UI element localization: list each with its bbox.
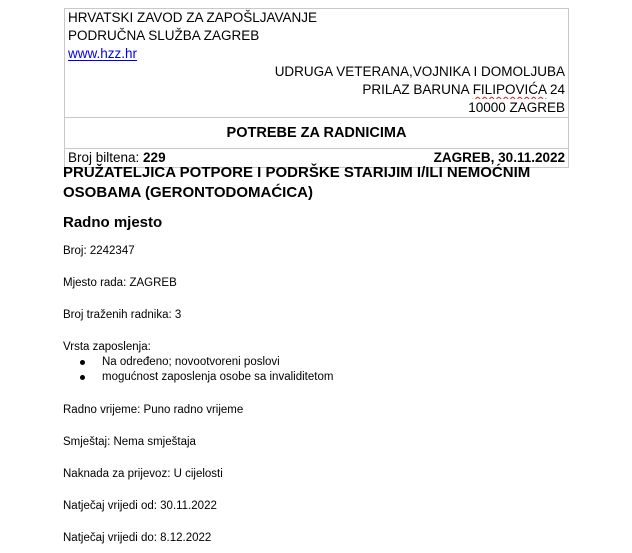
list-item: mogućnost zaposlenja osobe sa invaliditetom [63, 370, 333, 385]
place-date: ZAGREB, 30.11.2022 [433, 150, 565, 165]
workers-needed: Broj traženih radnika: 3 [63, 309, 182, 321]
bulletin-number: 229 [143, 150, 166, 165]
office-name: PODRUČNA SLUŽBA ZAGREB [65, 27, 569, 45]
transport-compensation: Naknada za prijevoz: U cijelosti [63, 468, 223, 480]
org-name: HRVATSKI ZAVOD ZA ZAPOŠLJAVANJE [65, 9, 569, 28]
working-hours: Radno vrijeme: Puno radno vrijeme [63, 404, 244, 416]
section-heading: Radno mjesto [63, 214, 163, 231]
employer-address [65, 81, 569, 99]
employment-type-list [63, 355, 333, 385]
address-prefix: PRILAZ BARUNA [362, 82, 473, 97]
valid-from: Natječaj vrijedi od: 30.11.2022 [63, 500, 217, 512]
website-cell [65, 45, 569, 63]
work-location: Mjesto rada: ZAGREB [63, 277, 177, 289]
address-suffix: 24 [546, 82, 565, 97]
job-number: Broj: 2242347 [63, 245, 135, 257]
bulletin-label: Broj biltena: [68, 150, 144, 165]
bullet-icon [80, 360, 85, 365]
website-link[interactable]: www.hzz.hr [68, 46, 138, 61]
postal-city: 10000 ZAGREB [65, 99, 569, 118]
accommodation: Smještaj: Nema smještaja [63, 436, 196, 448]
employer-name: UDRUGA VETERANA,VOJNIKA I DOMOLJUBA [65, 63, 569, 81]
valid-to: Natječaj vrijedi do: 8.12.2022 [63, 532, 212, 544]
list-item: Na određeno; novootvoreni poslovi [63, 355, 333, 370]
header-table [64, 8, 569, 168]
job-title: PRUŽATELJICA POTPORE I PODRŠKE STARIJIM I/ILI NEMOĆNIM OSOBAMA (GERONTODOMAĆICA) [63, 164, 531, 201]
employment-type-label: Vrsta zaposlenja: [63, 341, 151, 353]
bullet-icon [80, 375, 85, 380]
address-street-name: FILIPOVIĆA [472, 82, 547, 97]
document-title: POTREBE ZA RADNICIMA [65, 118, 569, 149]
